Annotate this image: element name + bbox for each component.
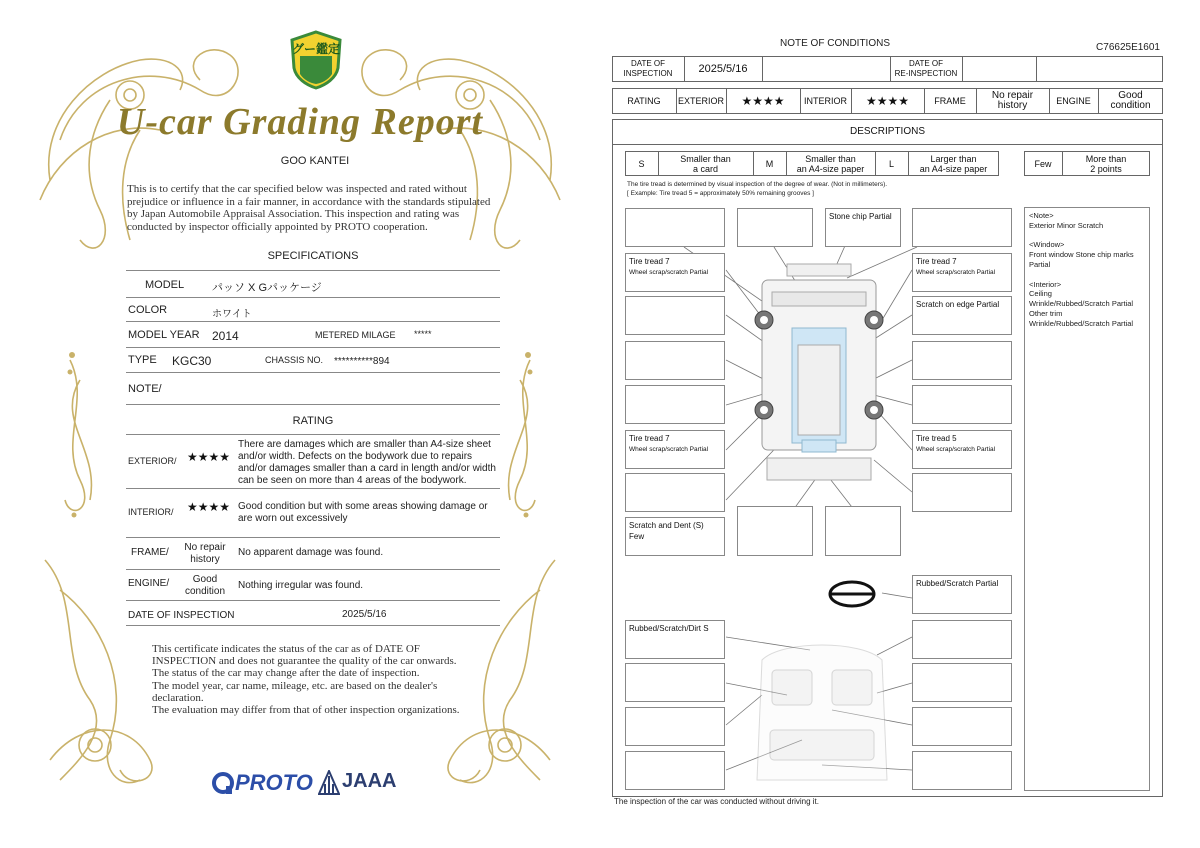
- divider: [126, 347, 500, 348]
- exterior-description: There are damages which are smaller than A4-size sheet and/or width. Defects on the bodywork due to repairs and/or damages smaller than a card in length and/or width can be seen on more than 4 areas of the bodywork.: [238, 439, 496, 486]
- condition-box: [912, 341, 1012, 380]
- divider: [126, 569, 500, 570]
- legend-line: an A4-size paper: [919, 163, 988, 174]
- box-line: Tire tread 7: [629, 257, 670, 266]
- note-line: [ Example: Tire tread 5 = approximately 50% remaining grooves ]: [627, 190, 814, 197]
- side-note-line: Exterior Minor Scratch: [1029, 220, 1104, 230]
- legend-l-text: [908, 152, 999, 175]
- divider: [126, 537, 500, 538]
- engine-value: [175, 574, 235, 598]
- condition-box-rubbed-dirt: [625, 620, 725, 659]
- condition-box: [625, 296, 725, 335]
- shield-icon: [288, 30, 344, 90]
- box-line: Stone chip Partial: [829, 212, 892, 221]
- side-note-spacer: [1029, 270, 1145, 280]
- engine-value-line2: condition: [184, 586, 226, 597]
- divider: [126, 600, 500, 601]
- label-line: DATE OF: [630, 59, 666, 68]
- box-line: Wheel scrap/scratch Partial: [629, 269, 709, 276]
- legend-line: More than: [1085, 153, 1127, 164]
- goo-kantei-badge: [288, 30, 344, 90]
- condition-box-tire-front-right: [912, 253, 1012, 292]
- type-label: TYPE: [128, 354, 157, 366]
- jaaa-logo: JAAA: [342, 770, 397, 792]
- condition-box-stone-chip: [825, 208, 901, 247]
- footer-line: declaration.: [152, 691, 204, 704]
- legend-l: L: [888, 158, 894, 169]
- date-of-inspection-value: 2025/5/16: [698, 63, 748, 75]
- note-code: C76625E1601: [1096, 42, 1160, 53]
- condition-box: [625, 341, 725, 380]
- condition-box-tire-front-left: [625, 253, 725, 292]
- box-line: Tire tread 5: [916, 434, 957, 443]
- divider: [126, 297, 500, 298]
- metered-mileage-value: *****: [414, 329, 432, 339]
- note-label: NOTE/: [128, 383, 162, 395]
- date-of-inspection-label: DATE OF INSPECTION: [128, 610, 235, 621]
- box-line: Rubbed/Scratch Partial: [916, 579, 999, 588]
- exterior-label: EXTERIOR/: [128, 456, 177, 466]
- steering-wheel-icon: [830, 582, 874, 606]
- condition-box-scratch-edge: [912, 296, 1012, 335]
- condition-box: [912, 707, 1012, 746]
- color-label: COLOR: [128, 304, 168, 316]
- interior-label: INTERIOR: [803, 96, 847, 106]
- condition-box: [912, 620, 1012, 659]
- model-value: パッソ X Gパッケージ: [212, 282, 322, 294]
- footer-line: INSPECTION and does not guarantee the quality of the car onwards.: [152, 655, 457, 668]
- model-year-label: MODEL YEAR: [128, 329, 200, 341]
- side-note-line: <Interior>: [1029, 279, 1062, 289]
- condition-box: [625, 707, 725, 746]
- descriptions-heading: DESCRIPTIONS: [849, 126, 925, 137]
- badge-text: グー鑑定: [291, 42, 340, 56]
- frame-label: FRAME: [934, 96, 966, 106]
- box-line: Scratch and Dent (S) Few: [629, 521, 704, 541]
- condition-box: [737, 208, 813, 247]
- condition-box: [912, 663, 1012, 702]
- side-note-line: <Window>: [1029, 240, 1065, 250]
- legend-line: Larger than: [930, 153, 977, 164]
- box-line: Wheel scrap/scratch Partial: [916, 446, 996, 453]
- note-of-conditions: [600, 0, 1200, 848]
- condition-box-tire-rear-left: [625, 430, 725, 469]
- frame-value-line1: No repair: [184, 542, 226, 553]
- type-value: KGC30: [172, 354, 212, 368]
- car-interior-view: [757, 645, 887, 780]
- footer-line: The evaluation may differ from that of other inspection organizations.: [152, 704, 460, 717]
- condition-box: [912, 751, 1012, 790]
- frame-value: [976, 89, 1049, 113]
- engine-value: [1098, 89, 1163, 113]
- proto-logo: PROTO: [235, 770, 313, 795]
- legend-line: Smaller than: [805, 153, 856, 164]
- legend-m-text: [786, 152, 875, 175]
- frame-value: [175, 542, 235, 566]
- legend-line: Smaller than: [680, 153, 731, 164]
- condition-box: [625, 208, 725, 247]
- condition-box: [625, 385, 725, 424]
- frame-value-line2: history: [190, 554, 220, 565]
- legend-m: M: [765, 158, 774, 169]
- legend-s-text: [658, 152, 753, 175]
- exterior-stars: ★★★★: [187, 450, 231, 464]
- interior-description: Good condition but with some areas showing damage or are worn out excessively: [238, 501, 488, 524]
- chassis-value: **********894: [334, 356, 390, 367]
- frame-description: No apparent damage was found.: [238, 547, 384, 558]
- condition-box: [912, 208, 1012, 247]
- exterior-stars: ★★★★: [741, 94, 785, 108]
- footer-line: The model year, car name, mileage, etc. are based on the dealer's: [152, 679, 438, 692]
- model-year-value: 2014: [212, 329, 239, 343]
- specifications-heading: SPECIFICATIONS: [267, 250, 359, 262]
- divider: [126, 404, 500, 405]
- certificate-footer: [152, 643, 482, 716]
- side-note-line: Ceiling: [1029, 289, 1052, 299]
- tire-tread-note: [627, 180, 887, 198]
- note-title: NOTE OF CONDITIONS: [780, 38, 890, 49]
- legend-line: 2 points: [1090, 163, 1122, 174]
- value-line: Good: [1118, 90, 1143, 101]
- condition-box: [912, 473, 1012, 512]
- engine-description: Nothing irregular was found.: [238, 580, 364, 591]
- side-note-line: Wrinkle/Rubbed/Scratch Partial: [1029, 318, 1134, 328]
- legend-few-text: [1062, 152, 1150, 175]
- label-line: RE-INSPECTION: [894, 69, 958, 78]
- value-line: condition: [1110, 100, 1151, 111]
- legend-s: S: [638, 158, 645, 169]
- footer-line: This certificate indicates the status of the car as of DATE OF: [152, 643, 420, 655]
- interior-stars: ★★★★: [187, 500, 231, 514]
- condition-box: [825, 506, 901, 556]
- divider: [126, 488, 500, 489]
- inspection-footer: The inspection of the car was conducted without driving it.: [614, 797, 819, 806]
- side-note-spacer: [1029, 231, 1145, 241]
- interior-stars: ★★★★: [865, 94, 910, 108]
- label-line: DATE OF: [908, 59, 944, 68]
- side-note-line: Other trim: [1029, 308, 1063, 318]
- rating-heading: RATING: [292, 415, 334, 427]
- divider: [126, 434, 500, 435]
- condition-box: [625, 751, 725, 790]
- proto-logo-icon: [212, 772, 234, 796]
- box-line: Wheel scrap/scratch Partial: [916, 269, 996, 276]
- date-of-reinspection-label: [890, 57, 962, 81]
- box-line: Tire tread 7: [916, 257, 957, 266]
- model-label: MODEL: [145, 279, 185, 291]
- box-line: Tire tread 7: [629, 434, 670, 443]
- color-value: ホワイト: [212, 309, 252, 320]
- footer-line: The status of the car may change after the date of inspection.: [152, 667, 420, 680]
- legend-few: Few: [1034, 158, 1052, 169]
- divider: [1036, 56, 1037, 82]
- box-line: Rubbed/Scratch/Dirt S: [629, 624, 709, 633]
- report-title: U-car Grading Report: [116, 101, 484, 143]
- exterior-label: EXTERIOR: [677, 96, 724, 106]
- intro-text: This is to certify that the car specified below was inspected and rated without prejudice or influence in a fair manner, in accordance with the standards stipulated by Japan Automobile Appraisal Association. This inspection and rating was conducted by inspector officially appointed by PROTO cooperation.: [127, 183, 491, 233]
- legend-line: an A4-size paper: [796, 163, 865, 174]
- metered-mileage-label: METERED MILAGE: [315, 330, 396, 340]
- value-line: No repair: [991, 90, 1034, 101]
- divider: [126, 372, 500, 373]
- condition-box: [625, 663, 725, 702]
- condition-box: [625, 473, 725, 512]
- side-notes: [1024, 207, 1150, 791]
- legend-line: a card: [692, 163, 718, 174]
- condition-box-rubbed-partial: [912, 575, 1012, 614]
- date-of-inspection-value: 2025/5/16: [342, 609, 387, 620]
- engine-label: ENGINE/: [128, 578, 170, 589]
- interior-label: INTERIOR/: [128, 507, 174, 517]
- note-line: The tire tread is determined by visual inspection of the degree of wear. (Not in millimeters).: [627, 181, 888, 188]
- condition-box: [912, 385, 1012, 424]
- condition-box-tire-rear-right: [912, 430, 1012, 469]
- box-line: Scratch on edge Partial: [916, 300, 1000, 309]
- report-subtitle: GOO KANTEI: [280, 155, 350, 167]
- label-line: INSPECTION: [623, 69, 673, 78]
- divider: [126, 321, 500, 322]
- divider: [762, 56, 763, 82]
- condition-box-scratch-dent: [625, 517, 725, 556]
- value-line: history: [997, 100, 1028, 111]
- car-top-view: [755, 264, 883, 480]
- engine-value-line1: Good: [192, 574, 218, 585]
- side-note-line: Front window Stone chip marks Partial: [1029, 250, 1134, 269]
- chassis-label: CHASSIS NO.: [265, 355, 324, 365]
- divider: [126, 625, 500, 626]
- divider: [612, 144, 1163, 145]
- date-of-inspection-label: [612, 57, 684, 81]
- jaaa-logo-icon: [318, 770, 340, 796]
- condition-box: [737, 506, 813, 556]
- divider: [126, 270, 500, 271]
- engine-label: ENGINE: [1056, 96, 1091, 106]
- side-note-line: <Note>: [1029, 211, 1054, 220]
- frame-label: FRAME/: [131, 547, 169, 558]
- side-note-line: Wrinkle/Rubbed/Scratch Partial: [1029, 299, 1134, 309]
- divider: [962, 56, 963, 82]
- rating-label: RATING: [627, 96, 661, 106]
- box-line: Wheel scrap/scratch Partial: [629, 446, 709, 453]
